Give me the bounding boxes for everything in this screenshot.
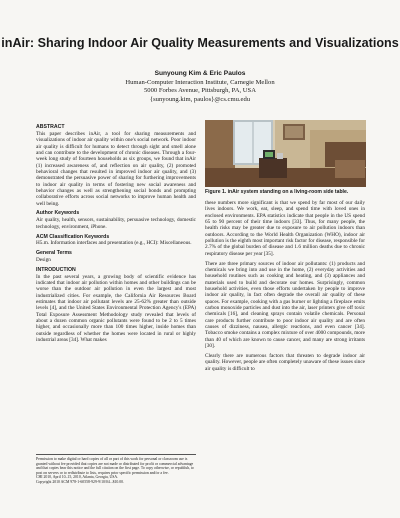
general-terms-text: Design <box>36 257 51 264</box>
affiliation: Human-Computer Interaction Institute, Carnegie Mellon <box>125 78 275 86</box>
figure-photo <box>205 120 366 187</box>
acm-text: H5.m. Information interfaces and presentation (e.g., HCI): Miscellaneous. <box>36 240 192 247</box>
right-paragraph-1: these numbers more significant is that we spend by far most of our daily lives indoors. We work, eat, sleep, and spend time with loved ones in enclosed environments. EPA statistics indicate that people in the US spend 65 to 90 percent of their time indoors [33]. Thus, for many people, the health risks may be greater due to exposure to air pollution indoors than outdoors. According to the World Health Organization (WHO), indoor air pollution is the eighth most important risk factor for disease, responsible for 2.7% of the global burden of disease and 1.6 million deaths due to chronic respiratory disease per year [35]. <box>205 200 365 257</box>
general-terms-heading: General Terms <box>36 250 72 257</box>
permission-text: Permission to make digital or hard copies of all or part of this work for personal or classroom use is granted without fee provided that copies are not made or distributed for profit or commercial advantage and that copies bear this notice and the full citation on the first page. To copy otherwise, or republish, to post on servers or to redistribute to lists, requires prior specific permission and/or a fee. <box>36 457 194 475</box>
right-column <box>205 200 365 375</box>
permission-block <box>36 454 196 485</box>
keywords-text: Air quality, health, sensors, sustainability, persuasive technology, domestic technology, environment, iPhone. <box>36 217 196 230</box>
copyright-line: Copyright 2010 ACM 978-1-60558-929-9/10/04...$10.00. <box>36 479 124 484</box>
acm-heading: ACM Classification Keywords <box>36 233 110 240</box>
address: 5000 Forbes Avenue, Pittsburgh, PA, USA <box>144 87 256 95</box>
abstract-heading: ABSTRACT <box>36 124 65 130</box>
email: {sunyoung.kim, paulos}@cs.cmu.edu <box>149 95 251 103</box>
keywords-heading: Author Keywords <box>36 210 80 217</box>
author-block <box>0 70 400 104</box>
intro-text: In the past several years, a growing body of scientific evidence has indicated that indoor air pollution within homes and other buildings can be worse than the outdoor air pollution in even the largest and most industrialized cities. For example, the California Air Resources Board estimates that indoor air pollutant levels are 25-62% greater than outside levels [4], and the United States Environmental Protection Agency's (EPA) Total Exposure Assessment Methodology study revealed that levels of about a dozen common organic pollutants were found to be 2 to 5 times higher, and occasionally more than 100 times higher, inside homes than outside regardless of whether the homes were located in rural or highly industrial areas [34]. What makes <box>36 273 196 344</box>
right-paragraph-2: There are three primary sources of indoor air pollutants: (1) products and chemicals we bring into and use in the home, (2) everyday activities and household routines such as cooking and heating, and (3) appliances and materials used to build and decorate our homes. Surprisingly, common household activities, even those efforts undertaken by people to improve indoor air quality, in fact often degrade the overall air quality of these spaces. For example, cooking with a gas burner or lighting a fireplace emits carbon monoxide particles and dust into the air, laser printers give off toxic chemicals [16], and cleaning sprays contain volatile chemicals. Personal care products further contribute to poor indoor air quality and are often causes of dizziness, nausea, allergic reactions, and even cancer [34]. Tobacco smoke contains a complex mixture of over 4000 compounds, more than 40 of which are known to cause cancer, and many are strong irritants [30]. <box>205 260 365 350</box>
left-column <box>36 122 196 347</box>
abstract-text: This paper describes inAir, a tool for sharing measurements and visualizations of indoor air quality within one's social network. Poor indoor air quality is difficult for humans to detect through sight and smell alone and can contribute to the development of chronic diseases. Through a four-week long study of fourteen households as six groups, we found that inAir (1) increased awareness of, and reflection on air quality, (2) promoted behavioral changes that resulted in improved indoor air quality, and (3) demonstrated the persuasive power of sharing for furthering improvements to indoor air quality in terms of fostering new social awareness and behavior changes as well as strengthening social bonds and prompting collaborative efforts across social networks to improve human health and well being. <box>36 130 196 207</box>
figure-caption: Figure 1. inAir system standing on a living-room side table. <box>205 189 349 195</box>
conference-line: CHI 2010, April 10–15, 2010, Atlanta, Georgia, USA. <box>36 475 119 480</box>
authors: Sunyoung Kim & Eric Paulos <box>154 70 246 77</box>
living-room-photo <box>205 120 366 187</box>
right-paragraph-3: Clearly there are numerous factors that threaten to degrade indoor air quality. However, people are often completely unaware of these issues since air quality is difficult to <box>205 352 365 372</box>
paper-title: inAir: Sharing Indoor Air Quality Measurements and Visualizations <box>1 36 399 50</box>
intro-heading: INTRODUCTION <box>36 266 76 273</box>
